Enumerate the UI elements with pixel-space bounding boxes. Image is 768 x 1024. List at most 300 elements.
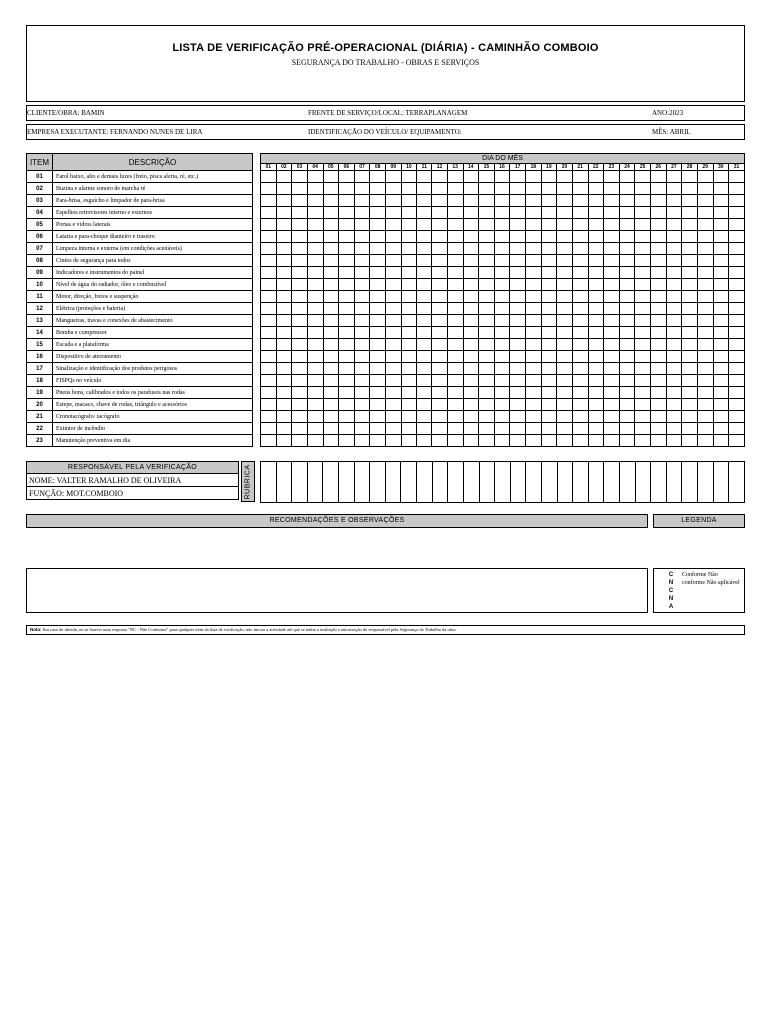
check-cell[interactable] xyxy=(370,375,386,387)
check-cell[interactable] xyxy=(526,231,542,243)
check-cell[interactable] xyxy=(354,303,370,315)
check-cell[interactable] xyxy=(682,219,698,231)
check-cell[interactable] xyxy=(557,375,573,387)
check-cell[interactable] xyxy=(526,375,542,387)
check-cell[interactable] xyxy=(339,303,355,315)
check-cell[interactable] xyxy=(261,375,277,387)
check-cell[interactable] xyxy=(323,231,339,243)
check-cell[interactable] xyxy=(651,255,667,267)
check-cell[interactable] xyxy=(447,267,463,279)
check-cell[interactable] xyxy=(619,255,635,267)
check-cell[interactable] xyxy=(682,375,698,387)
signature-cell[interactable] xyxy=(713,462,729,503)
check-cell[interactable] xyxy=(666,315,682,327)
check-cell[interactable] xyxy=(729,399,745,411)
check-cell[interactable] xyxy=(339,363,355,375)
check-cell[interactable] xyxy=(261,291,277,303)
check-cell[interactable] xyxy=(604,411,620,423)
check-cell[interactable] xyxy=(386,267,402,279)
signature-cell[interactable] xyxy=(463,462,479,503)
check-cell[interactable] xyxy=(682,327,698,339)
check-cell[interactable] xyxy=(463,231,479,243)
check-cell[interactable] xyxy=(635,219,651,231)
check-cell[interactable] xyxy=(276,279,292,291)
check-cell[interactable] xyxy=(572,363,588,375)
check-cell[interactable] xyxy=(619,351,635,363)
check-cell[interactable] xyxy=(494,267,510,279)
check-cell[interactable] xyxy=(557,435,573,447)
check-cell[interactable] xyxy=(307,195,323,207)
check-cell[interactable] xyxy=(557,339,573,351)
check-cell[interactable] xyxy=(619,171,635,183)
check-cell[interactable] xyxy=(339,435,355,447)
check-cell[interactable] xyxy=(479,363,495,375)
check-cell[interactable] xyxy=(417,243,432,255)
signature-cell[interactable] xyxy=(682,462,698,503)
check-cell[interactable] xyxy=(510,411,526,423)
check-cell[interactable] xyxy=(682,315,698,327)
check-cell[interactable] xyxy=(479,411,495,423)
check-cell[interactable] xyxy=(588,375,604,387)
signature-cell[interactable] xyxy=(557,462,573,503)
check-cell[interactable] xyxy=(682,171,698,183)
signature-cell[interactable] xyxy=(276,462,292,503)
check-cell[interactable] xyxy=(417,387,432,399)
check-cell[interactable] xyxy=(417,375,432,387)
check-cell[interactable] xyxy=(354,399,370,411)
check-cell[interactable] xyxy=(713,375,729,387)
check-cell[interactable] xyxy=(541,375,557,387)
check-cell[interactable] xyxy=(682,411,698,423)
check-cell[interactable] xyxy=(510,279,526,291)
check-cell[interactable] xyxy=(526,207,542,219)
check-cell[interactable] xyxy=(713,171,729,183)
check-cell[interactable] xyxy=(635,423,651,435)
check-cell[interactable] xyxy=(276,339,292,351)
check-cell[interactable] xyxy=(494,183,510,195)
signature-cell[interactable] xyxy=(573,462,589,503)
check-cell[interactable] xyxy=(276,195,292,207)
check-cell[interactable] xyxy=(354,435,370,447)
check-cell[interactable] xyxy=(417,363,432,375)
check-cell[interactable] xyxy=(370,255,386,267)
check-cell[interactable] xyxy=(572,435,588,447)
check-cell[interactable] xyxy=(307,411,323,423)
check-cell[interactable] xyxy=(307,327,323,339)
check-cell[interactable] xyxy=(494,423,510,435)
check-cell[interactable] xyxy=(604,363,620,375)
check-cell[interactable] xyxy=(307,303,323,315)
check-cell[interactable] xyxy=(339,255,355,267)
check-cell[interactable] xyxy=(354,327,370,339)
check-cell[interactable] xyxy=(619,183,635,195)
check-cell[interactable] xyxy=(401,411,417,423)
check-cell[interactable] xyxy=(261,171,277,183)
check-cell[interactable] xyxy=(510,363,526,375)
check-cell[interactable] xyxy=(386,231,402,243)
check-cell[interactable] xyxy=(323,435,339,447)
check-cell[interactable] xyxy=(323,423,339,435)
check-cell[interactable] xyxy=(261,303,277,315)
check-cell[interactable] xyxy=(447,399,463,411)
check-cell[interactable] xyxy=(432,267,448,279)
signature-cell[interactable] xyxy=(588,462,604,503)
check-cell[interactable] xyxy=(635,243,651,255)
check-cell[interactable] xyxy=(635,315,651,327)
check-cell[interactable] xyxy=(292,303,308,315)
check-cell[interactable] xyxy=(588,243,604,255)
check-cell[interactable] xyxy=(432,219,448,231)
check-cell[interactable] xyxy=(604,183,620,195)
check-cell[interactable] xyxy=(479,423,495,435)
check-cell[interactable] xyxy=(370,435,386,447)
check-cell[interactable] xyxy=(604,435,620,447)
check-cell[interactable] xyxy=(588,195,604,207)
check-cell[interactable] xyxy=(463,327,479,339)
check-cell[interactable] xyxy=(276,351,292,363)
check-cell[interactable] xyxy=(666,183,682,195)
check-cell[interactable] xyxy=(276,231,292,243)
check-cell[interactable] xyxy=(479,195,495,207)
check-cell[interactable] xyxy=(401,291,417,303)
check-cell[interactable] xyxy=(604,195,620,207)
check-cell[interactable] xyxy=(370,303,386,315)
check-cell[interactable] xyxy=(635,351,651,363)
check-cell[interactable] xyxy=(541,327,557,339)
check-cell[interactable] xyxy=(651,219,667,231)
check-cell[interactable] xyxy=(526,435,542,447)
check-cell[interactable] xyxy=(432,291,448,303)
check-cell[interactable] xyxy=(619,327,635,339)
check-cell[interactable] xyxy=(339,375,355,387)
check-cell[interactable] xyxy=(447,291,463,303)
check-cell[interactable] xyxy=(541,279,557,291)
check-cell[interactable] xyxy=(572,267,588,279)
check-cell[interactable] xyxy=(463,195,479,207)
check-cell[interactable] xyxy=(386,435,402,447)
check-cell[interactable] xyxy=(729,267,745,279)
check-cell[interactable] xyxy=(447,315,463,327)
check-cell[interactable] xyxy=(635,255,651,267)
check-cell[interactable] xyxy=(604,291,620,303)
check-cell[interactable] xyxy=(479,339,495,351)
check-cell[interactable] xyxy=(666,255,682,267)
check-cell[interactable] xyxy=(588,267,604,279)
check-cell[interactable] xyxy=(339,327,355,339)
check-cell[interactable] xyxy=(619,387,635,399)
check-cell[interactable] xyxy=(370,315,386,327)
check-cell[interactable] xyxy=(510,375,526,387)
check-cell[interactable] xyxy=(307,183,323,195)
check-cell[interactable] xyxy=(276,411,292,423)
check-cell[interactable] xyxy=(463,387,479,399)
check-cell[interactable] xyxy=(526,279,542,291)
check-cell[interactable] xyxy=(479,243,495,255)
check-cell[interactable] xyxy=(292,195,308,207)
check-cell[interactable] xyxy=(604,207,620,219)
check-cell[interactable] xyxy=(479,183,495,195)
check-cell[interactable] xyxy=(401,315,417,327)
check-cell[interactable] xyxy=(432,423,448,435)
check-cell[interactable] xyxy=(276,387,292,399)
check-cell[interactable] xyxy=(729,303,745,315)
check-cell[interactable] xyxy=(557,219,573,231)
check-cell[interactable] xyxy=(323,291,339,303)
check-cell[interactable] xyxy=(697,291,713,303)
signature-cell[interactable] xyxy=(261,462,277,503)
check-cell[interactable] xyxy=(697,339,713,351)
check-cell[interactable] xyxy=(635,195,651,207)
check-cell[interactable] xyxy=(713,231,729,243)
check-cell[interactable] xyxy=(494,363,510,375)
check-cell[interactable] xyxy=(682,435,698,447)
check-cell[interactable] xyxy=(526,423,542,435)
check-cell[interactable] xyxy=(261,315,277,327)
check-cell[interactable] xyxy=(307,291,323,303)
check-cell[interactable] xyxy=(276,303,292,315)
check-cell[interactable] xyxy=(713,183,729,195)
check-cell[interactable] xyxy=(323,387,339,399)
check-cell[interactable] xyxy=(510,255,526,267)
check-cell[interactable] xyxy=(588,291,604,303)
check-cell[interactable] xyxy=(292,291,308,303)
check-cell[interactable] xyxy=(619,291,635,303)
check-cell[interactable] xyxy=(588,207,604,219)
check-cell[interactable] xyxy=(339,243,355,255)
check-cell[interactable] xyxy=(697,255,713,267)
check-cell[interactable] xyxy=(588,423,604,435)
check-cell[interactable] xyxy=(541,291,557,303)
check-cell[interactable] xyxy=(432,375,448,387)
check-cell[interactable] xyxy=(666,219,682,231)
signature-cell[interactable] xyxy=(698,462,714,503)
check-cell[interactable] xyxy=(526,387,542,399)
check-cell[interactable] xyxy=(666,291,682,303)
check-cell[interactable] xyxy=(541,387,557,399)
check-cell[interactable] xyxy=(604,231,620,243)
check-cell[interactable] xyxy=(510,195,526,207)
check-cell[interactable] xyxy=(666,243,682,255)
check-cell[interactable] xyxy=(666,171,682,183)
check-cell[interactable] xyxy=(323,399,339,411)
check-cell[interactable] xyxy=(557,363,573,375)
check-cell[interactable] xyxy=(447,351,463,363)
check-cell[interactable] xyxy=(323,267,339,279)
check-cell[interactable] xyxy=(354,279,370,291)
check-cell[interactable] xyxy=(370,351,386,363)
check-cell[interactable] xyxy=(682,339,698,351)
check-cell[interactable] xyxy=(261,363,277,375)
check-cell[interactable] xyxy=(417,327,432,339)
check-cell[interactable] xyxy=(604,327,620,339)
check-cell[interactable] xyxy=(635,231,651,243)
check-cell[interactable] xyxy=(572,327,588,339)
check-cell[interactable] xyxy=(261,411,277,423)
check-cell[interactable] xyxy=(261,267,277,279)
check-cell[interactable] xyxy=(697,183,713,195)
check-cell[interactable] xyxy=(323,207,339,219)
check-cell[interactable] xyxy=(432,315,448,327)
check-cell[interactable] xyxy=(666,303,682,315)
check-cell[interactable] xyxy=(323,171,339,183)
check-cell[interactable] xyxy=(541,195,557,207)
check-cell[interactable] xyxy=(541,231,557,243)
check-cell[interactable] xyxy=(370,411,386,423)
check-cell[interactable] xyxy=(697,327,713,339)
check-cell[interactable] xyxy=(370,243,386,255)
check-cell[interactable] xyxy=(386,375,402,387)
check-cell[interactable] xyxy=(713,351,729,363)
check-cell[interactable] xyxy=(276,435,292,447)
check-cell[interactable] xyxy=(682,231,698,243)
check-cell[interactable] xyxy=(635,375,651,387)
check-cell[interactable] xyxy=(386,387,402,399)
check-cell[interactable] xyxy=(354,219,370,231)
signature-cell[interactable] xyxy=(495,462,511,503)
check-cell[interactable] xyxy=(682,303,698,315)
check-cell[interactable] xyxy=(417,183,432,195)
check-cell[interactable] xyxy=(292,375,308,387)
check-cell[interactable] xyxy=(276,399,292,411)
check-cell[interactable] xyxy=(401,399,417,411)
check-cell[interactable] xyxy=(292,267,308,279)
check-cell[interactable] xyxy=(682,423,698,435)
check-cell[interactable] xyxy=(572,375,588,387)
check-cell[interactable] xyxy=(604,375,620,387)
check-cell[interactable] xyxy=(510,315,526,327)
check-cell[interactable] xyxy=(666,339,682,351)
check-cell[interactable] xyxy=(386,351,402,363)
signature-cell[interactable] xyxy=(510,462,526,503)
check-cell[interactable] xyxy=(401,219,417,231)
check-cell[interactable] xyxy=(557,411,573,423)
signature-cell[interactable] xyxy=(729,462,745,503)
check-cell[interactable] xyxy=(370,363,386,375)
check-cell[interactable] xyxy=(307,375,323,387)
check-cell[interactable] xyxy=(604,267,620,279)
check-cell[interactable] xyxy=(682,207,698,219)
check-cell[interactable] xyxy=(370,267,386,279)
check-cell[interactable] xyxy=(572,387,588,399)
check-cell[interactable] xyxy=(588,183,604,195)
check-cell[interactable] xyxy=(494,399,510,411)
check-cell[interactable] xyxy=(339,183,355,195)
check-cell[interactable] xyxy=(432,339,448,351)
check-cell[interactable] xyxy=(604,219,620,231)
check-cell[interactable] xyxy=(651,195,667,207)
check-cell[interactable] xyxy=(651,387,667,399)
check-cell[interactable] xyxy=(401,171,417,183)
check-cell[interactable] xyxy=(713,279,729,291)
check-cell[interactable] xyxy=(635,291,651,303)
check-cell[interactable] xyxy=(401,423,417,435)
check-cell[interactable] xyxy=(261,207,277,219)
check-cell[interactable] xyxy=(697,171,713,183)
check-cell[interactable] xyxy=(479,267,495,279)
check-cell[interactable] xyxy=(401,351,417,363)
check-cell[interactable] xyxy=(447,279,463,291)
check-cell[interactable] xyxy=(401,267,417,279)
check-cell[interactable] xyxy=(276,423,292,435)
signature-cell[interactable] xyxy=(417,462,433,503)
check-cell[interactable] xyxy=(386,327,402,339)
check-cell[interactable] xyxy=(557,399,573,411)
check-cell[interactable] xyxy=(386,363,402,375)
check-cell[interactable] xyxy=(354,387,370,399)
check-cell[interactable] xyxy=(619,435,635,447)
check-cell[interactable] xyxy=(463,267,479,279)
check-cell[interactable] xyxy=(447,411,463,423)
check-cell[interactable] xyxy=(292,363,308,375)
check-cell[interactable] xyxy=(339,423,355,435)
check-cell[interactable] xyxy=(666,207,682,219)
check-cell[interactable] xyxy=(494,327,510,339)
check-cell[interactable] xyxy=(386,411,402,423)
check-cell[interactable] xyxy=(557,423,573,435)
check-cell[interactable] xyxy=(697,351,713,363)
check-cell[interactable] xyxy=(463,315,479,327)
check-cell[interactable] xyxy=(339,207,355,219)
check-cell[interactable] xyxy=(588,303,604,315)
check-cell[interactable] xyxy=(604,351,620,363)
check-cell[interactable] xyxy=(651,303,667,315)
check-cell[interactable] xyxy=(479,315,495,327)
check-cell[interactable] xyxy=(494,387,510,399)
check-cell[interactable] xyxy=(635,363,651,375)
check-cell[interactable] xyxy=(588,411,604,423)
check-cell[interactable] xyxy=(432,183,448,195)
check-cell[interactable] xyxy=(339,399,355,411)
check-cell[interactable] xyxy=(370,399,386,411)
check-cell[interactable] xyxy=(494,303,510,315)
check-cell[interactable] xyxy=(635,411,651,423)
check-cell[interactable] xyxy=(572,255,588,267)
check-cell[interactable] xyxy=(541,363,557,375)
check-cell[interactable] xyxy=(479,171,495,183)
check-cell[interactable] xyxy=(447,339,463,351)
check-cell[interactable] xyxy=(463,339,479,351)
check-cell[interactable] xyxy=(619,375,635,387)
check-cell[interactable] xyxy=(401,207,417,219)
check-cell[interactable] xyxy=(619,315,635,327)
check-cell[interactable] xyxy=(417,231,432,243)
check-cell[interactable] xyxy=(557,171,573,183)
signature-cell[interactable] xyxy=(354,462,370,503)
check-cell[interactable] xyxy=(370,327,386,339)
check-cell[interactable] xyxy=(541,423,557,435)
check-cell[interactable] xyxy=(729,315,745,327)
check-cell[interactable] xyxy=(494,375,510,387)
check-cell[interactable] xyxy=(447,183,463,195)
check-cell[interactable] xyxy=(432,207,448,219)
check-cell[interactable] xyxy=(604,387,620,399)
check-cell[interactable] xyxy=(386,423,402,435)
check-cell[interactable] xyxy=(729,411,745,423)
check-cell[interactable] xyxy=(386,279,402,291)
check-cell[interactable] xyxy=(401,387,417,399)
signature-cell[interactable] xyxy=(385,462,401,503)
check-cell[interactable] xyxy=(666,399,682,411)
check-cell[interactable] xyxy=(526,363,542,375)
check-cell[interactable] xyxy=(494,231,510,243)
check-cell[interactable] xyxy=(729,195,745,207)
check-cell[interactable] xyxy=(729,327,745,339)
check-cell[interactable] xyxy=(479,231,495,243)
check-cell[interactable] xyxy=(666,375,682,387)
check-cell[interactable] xyxy=(697,195,713,207)
check-cell[interactable] xyxy=(557,303,573,315)
check-cell[interactable] xyxy=(339,231,355,243)
